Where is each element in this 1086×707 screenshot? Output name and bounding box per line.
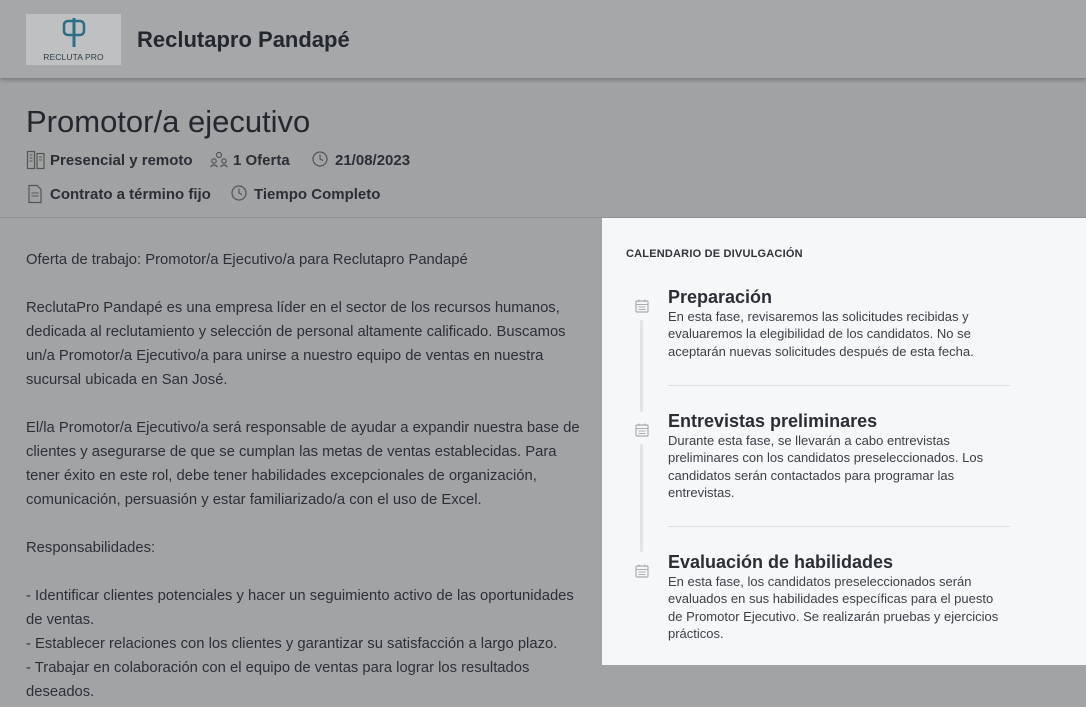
schedule-meta	[230, 184, 380, 204]
step-title: Entrevistas preliminares	[668, 411, 878, 431]
list-item: - Trabajar en colaboración con el equipo de ventas para lograr los resultados deseados.	[26, 660, 530, 700]
description-intro: Oferta de trabajo: Promotor/a Ejecutivo/a para Reclutapro Pandapé	[26, 252, 468, 268]
list-item: - Identificar clientes potenciales y hacer un seguimiento activo de las oportunidades de ventas.	[26, 588, 574, 628]
step-divider	[668, 385, 1010, 386]
openings-text: 1 Oferta	[233, 151, 290, 169]
modality-meta	[26, 150, 193, 170]
top-header	[0, 0, 1086, 78]
calendar-step	[668, 551, 1010, 642]
date-text: 21/08/2023	[335, 151, 411, 169]
logo-text: RECLUTA PRO	[43, 52, 104, 62]
schedule-text: Tiempo Completo	[254, 185, 381, 203]
timeline-line	[640, 444, 643, 552]
responsibilities-heading: Responsabilidades:	[26, 540, 156, 556]
calendar-icon	[634, 422, 650, 438]
step-divider	[668, 526, 1010, 527]
step-description: En esta fase, los candidatos preseleccionados serán evaluados en sus habilidades específicas para el puesto de Promotor Ejecutivo. Se realizarán pruebas y ejercicios prácticos.	[668, 574, 999, 641]
job-title: Promotor/a ejecutivo	[26, 104, 311, 139]
step-description: En esta fase, revisaremos las solicitudes recibidas y evaluaremos la elegibilidad de los candidatos. No se aceptarán nuevas solicitudes después de esta fecha.	[668, 309, 974, 359]
description-about: ReclutaPro Pandapé es una empresa líder en el sector de los recursos humanos, dedicada al reclutamiento y selección de personal altamente calificado. Buscamos un/a Promotor/a Ejecutivo/a para unirse a nuestro equipo de ventas en nuestra sucursal ubicada en San José.	[26, 300, 566, 388]
contract-text: Contrato a término fijo	[50, 185, 211, 203]
job-header	[0, 78, 1086, 218]
calendar-step	[668, 286, 1010, 360]
step-description: Durante esta fase, se llevarán a cabo entrevistas preliminares con los candidatos preseleccionados. Los candidatos serán contactados para programar las entrevistas.	[668, 433, 984, 500]
logo-icon	[62, 17, 86, 49]
background-overlay	[602, 665, 1086, 707]
building-icon	[26, 150, 46, 170]
clock-icon	[311, 150, 331, 170]
job-description	[0, 218, 602, 707]
step-title: Evaluación de habilidades	[668, 552, 894, 572]
calendar-title: CALENDARIO DE DIVULGACIÓN	[626, 248, 803, 260]
clock-icon	[230, 184, 250, 204]
company-name[interactable]: Reclutapro Pandapé	[137, 27, 350, 52]
calendar-step	[668, 410, 1010, 501]
calendar-icon	[634, 298, 650, 314]
date-meta	[311, 150, 410, 170]
people-icon	[209, 150, 229, 170]
step-title: Preparación	[668, 287, 773, 307]
list-item: - Establecer relaciones con los clientes y garantizar su satisfacción a largo plazo.	[26, 636, 558, 652]
modality-text: Presencial y remoto	[50, 151, 193, 169]
calendar-icon	[634, 563, 650, 579]
timeline-line	[640, 320, 643, 412]
openings-meta	[209, 150, 290, 170]
description-role: El/la Promotor/a Ejecutivo/a será responsable de ayudar a expandir nuestra base de clientes y asegurarse de que se cumplan las metas de ventas establecidas. Para tener éxito en este rol, debe tener habilidades excepcionales de organización, comunicación, persuasión y estar familiarizado/a con el uso de Excel.	[26, 420, 580, 508]
disclosure-calendar-panel	[602, 218, 1086, 665]
document-icon	[26, 184, 46, 204]
company-logo[interactable]	[26, 14, 121, 65]
contract-meta	[26, 184, 211, 204]
